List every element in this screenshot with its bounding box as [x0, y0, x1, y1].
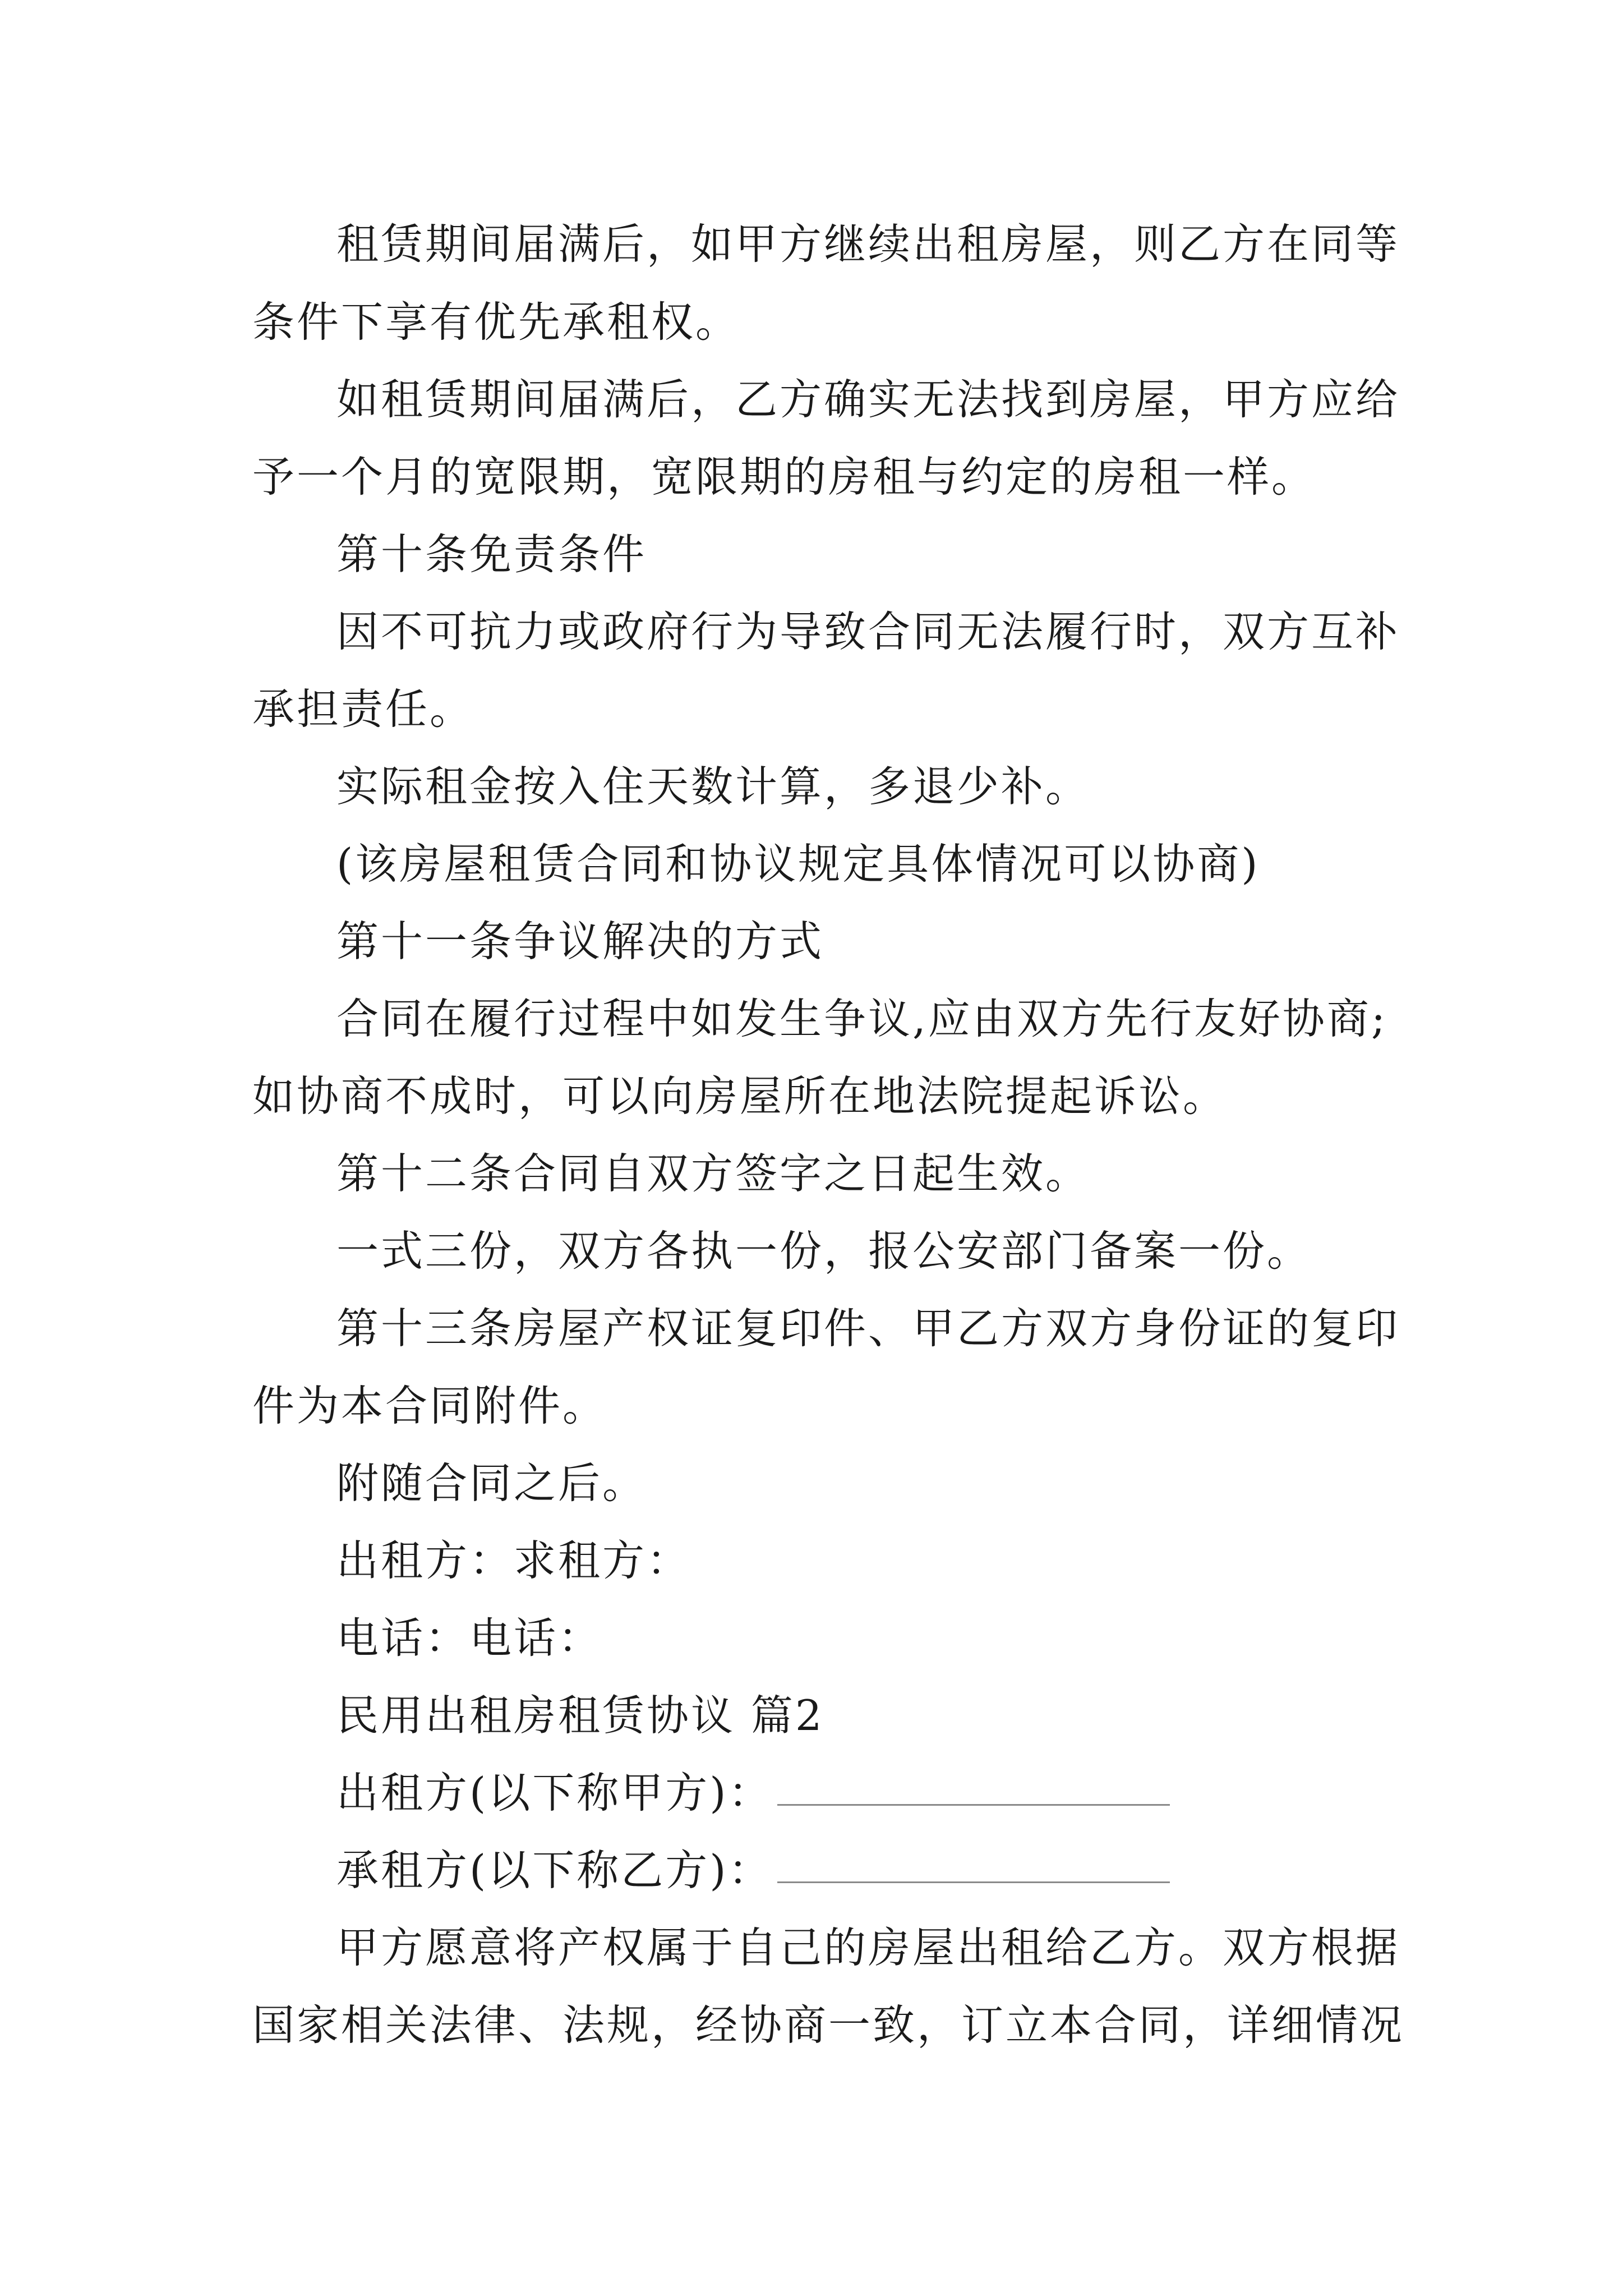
lessee-field	[336, 1842, 1170, 1898]
section-heading: 第十三条房屋产权证复印件、甲乙方双方身份证的复印	[336, 1304, 1400, 1353]
paragraph-line: 实际租金按入住天数计算，多退少补。	[336, 762, 1090, 811]
paragraph-line: (该房屋租赁合同和协议规定具体情况可以协商)	[336, 839, 1260, 889]
paragraph-line: 国家相关法律、法规，经协商一致，订立本合同，详细情况	[252, 2000, 1405, 2050]
paragraph-line: 如租赁期间届满后，乙方确实无法找到房屋，甲方应给	[336, 375, 1400, 424]
lessee-label: 承租方(以下称乙方)：	[336, 1846, 773, 1895]
paragraph-line: 承担责任。	[252, 684, 474, 734]
signature-label: 出租方：求租方：	[336, 1536, 691, 1585]
paragraph-line: 甲方愿意将产权属于自己的房屋出租给乙方。双方根据	[336, 1923, 1400, 1972]
paragraph-line: 附随合同之后。	[336, 1458, 647, 1508]
document-title: 民用出租房租赁协议 篇2	[336, 1691, 824, 1740]
paragraph-line: 条件下享有优先承租权。	[252, 297, 740, 347]
paragraph-line: 如协商不成时，可以向房屋所在地法院提起诉讼。	[252, 1071, 1228, 1121]
paragraph-line: 件为本合同附件。	[252, 1381, 607, 1430]
section-heading: 第十条免责条件	[336, 530, 647, 579]
paragraph-line: 因不可抗力或政府行为导致合同无法履行时，双方互补	[336, 607, 1400, 656]
paragraph-line: 租赁期间届满后，如甲方继续出租房屋，则乙方在同等	[336, 219, 1400, 269]
lessor-blank-line	[777, 1765, 1170, 1806]
lessee-blank-line	[777, 1842, 1170, 1883]
paragraph-line: 合同在履行过程中如发生争议,应由双方先行友好协商;	[336, 994, 1388, 1043]
lessor-field	[336, 1765, 1170, 1821]
paragraph-line: 一式三份，双方各执一份，报公安部门备案一份。	[336, 1226, 1312, 1276]
section-heading: 第十一条争议解决的方式	[336, 917, 824, 966]
lessor-label: 出租方(以下称甲方)：	[336, 1768, 773, 1818]
section-heading: 第十二条合同自双方签字之日起生效。	[336, 1149, 1090, 1198]
phone-label: 电话：电话：	[336, 1613, 603, 1663]
paragraph-line: 予一个月的宽限期，宽限期的房租与约定的房租一样。	[252, 452, 1316, 501]
